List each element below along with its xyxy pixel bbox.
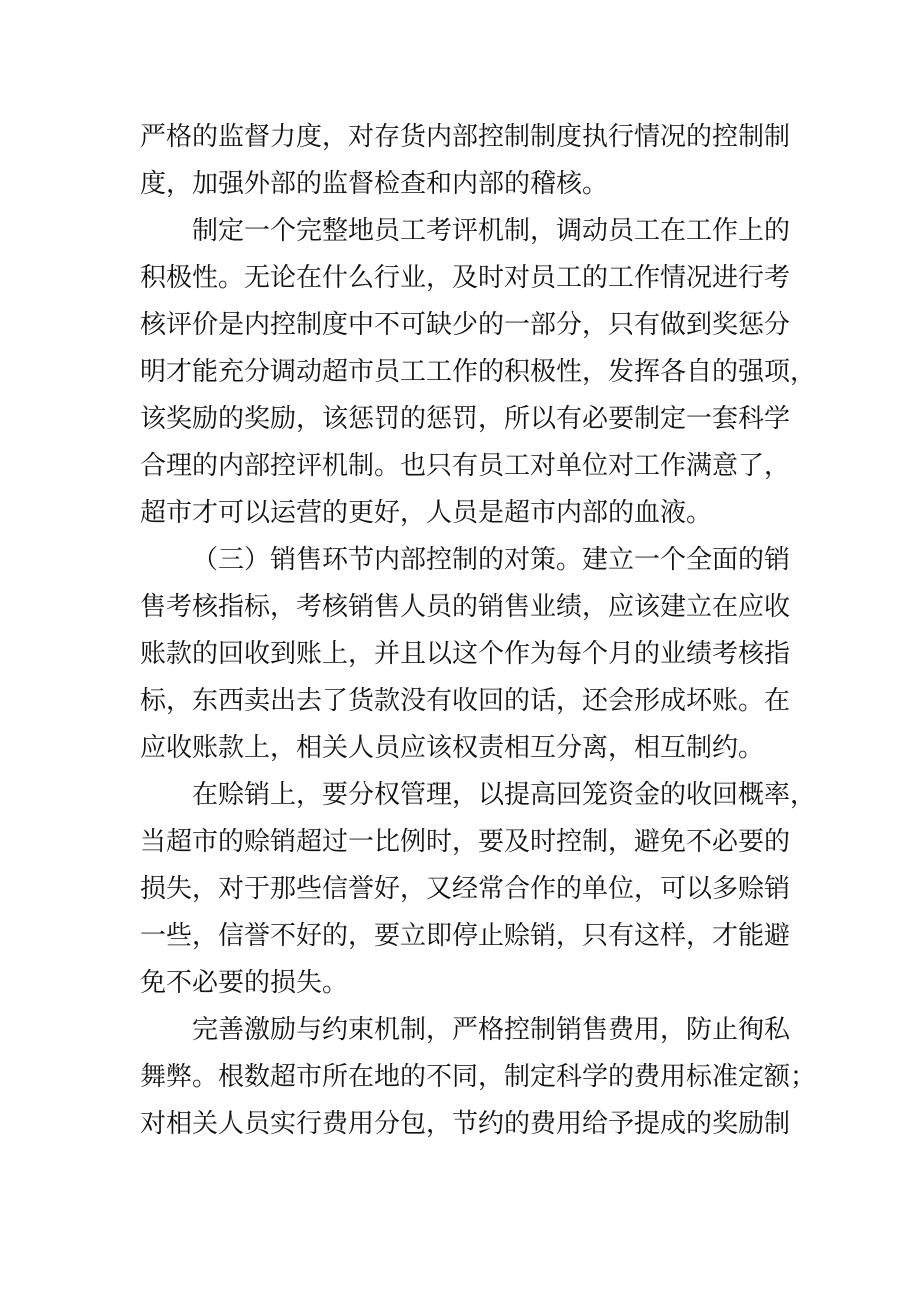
text-line: 账款的回收到账上，并且以这个作为每个月的业绩考核指 [140, 639, 791, 669]
text-line: 明才能充分调动超市员工工作的积极性，发挥各自的强项， [140, 357, 817, 387]
text-line: 售考核指标，考核销售人员的销售业绩，应该建立在应收 [140, 592, 791, 622]
text-line: 度，加强外部的监督检查和内部的稽核。 [140, 169, 609, 199]
text-line: 当超市的赊销超过一比例时，要及时控制，避免不必要的 [140, 827, 791, 857]
text-line: 一些，信誉不好的，要立即停止赊销，只有这样，才能避 [140, 921, 791, 951]
text-line: 舞弊。根数超市所在地的不同，制定科学的费用标准定额； [140, 1062, 817, 1092]
text-line: 超市才可以运营的更好，人员是超市内部的血液。 [140, 498, 713, 528]
body-text [140, 114, 817, 1148]
text-line: 合理的内部控评机制。也只有员工对单位对工作满意了， [140, 451, 791, 481]
text-line: 核评价是内控制度中不可缺少的一部分，只有做到奖惩分 [140, 310, 791, 340]
text-line: 损失，对于那些信誉好，又经常合作的单位，可以多赊销 [140, 874, 791, 904]
text-line: 严格的监督力度，对存货内部控制制度执行情况的控制制 [140, 122, 791, 152]
text-line: 免不必要的损失。 [140, 968, 349, 998]
paragraph-start-line: 制定一个完整地员工考评机制，调动员工在工作上的 [192, 216, 791, 246]
paragraph-start-line: （三）销售环节内部控制的对策。建立一个全面的销 [192, 545, 791, 575]
text-line: 积极性。无论在什么行业，及时对员工的工作情况进行考 [140, 263, 791, 293]
text-line: 标，东西卖出去了货款没有收回的话，还会形成坏账。在 [140, 686, 791, 716]
paragraph-start-line: 在赊销上，要分权管理，以提高回笼资金的收回概率， [192, 780, 817, 810]
text-line: 对相关人员实行费用分包，节约的费用给予提成的奖励制 [140, 1109, 791, 1139]
paragraph-start-line: 完善激励与约束机制，严格控制销售费用，防止徇私 [192, 1015, 791, 1045]
text-line: 该奖励的奖励，该惩罚的惩罚，所以有必要制定一套科学 [140, 404, 791, 434]
text-line: 应收账款上，相关人员应该权责相互分离，相互制约。 [140, 733, 765, 763]
